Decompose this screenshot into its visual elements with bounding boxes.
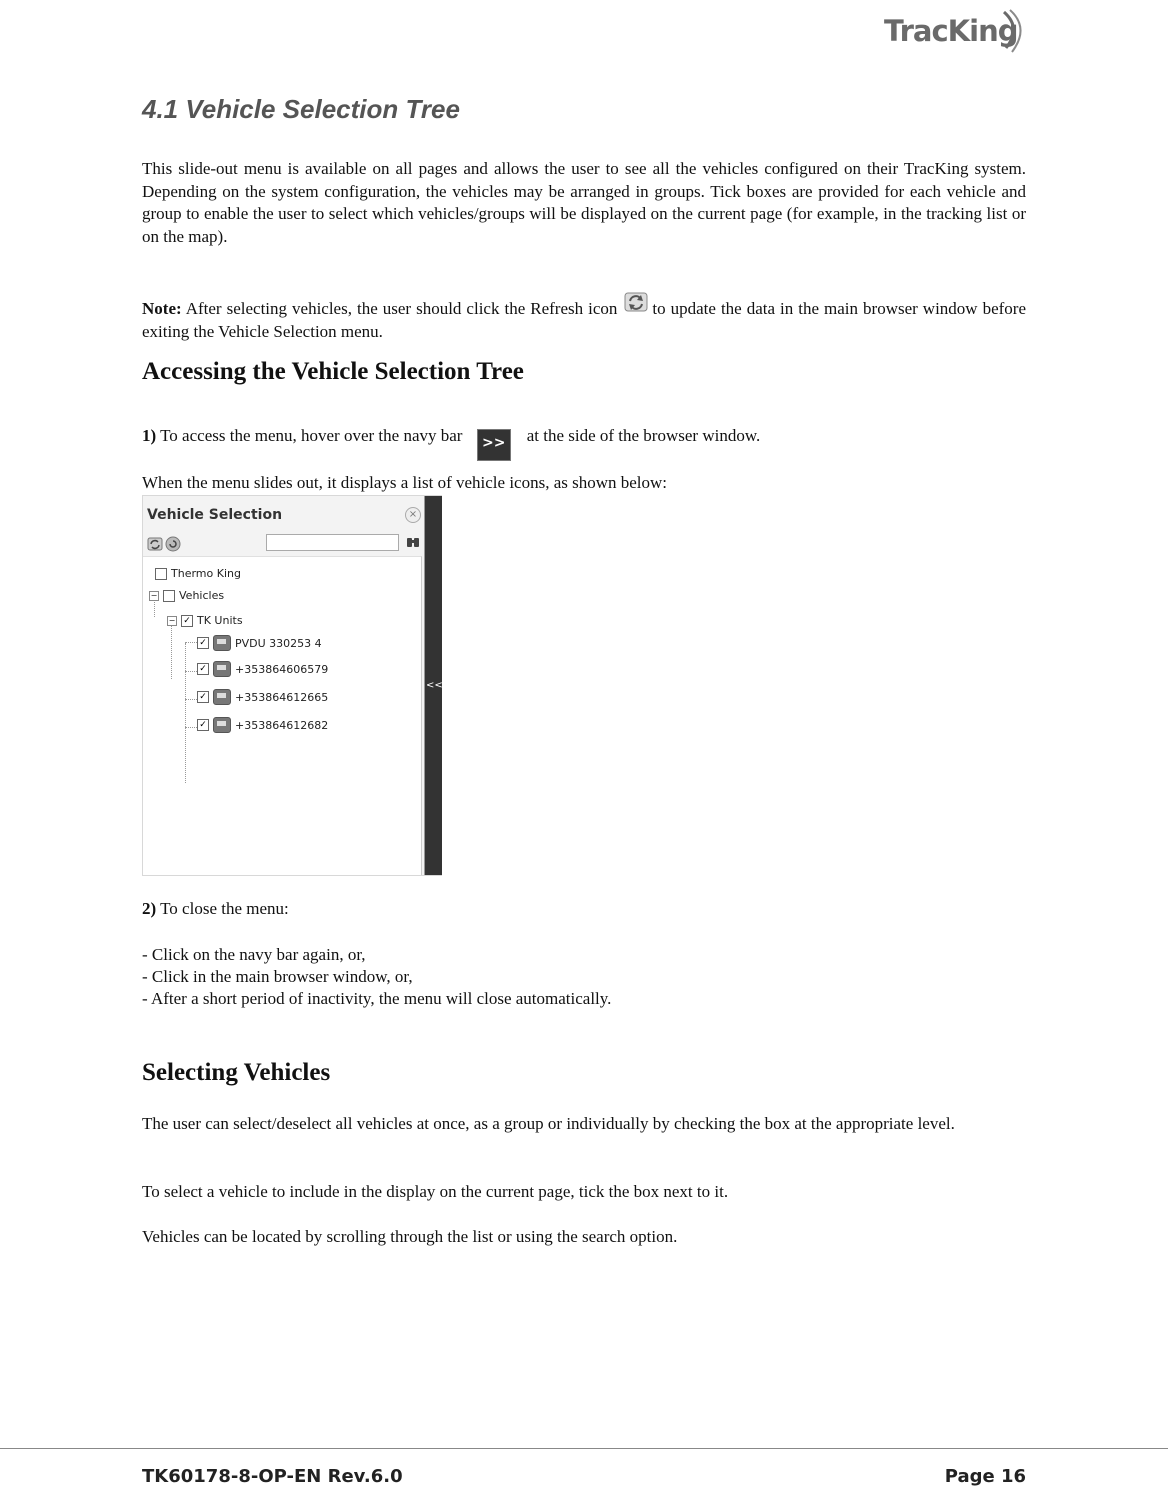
step2-text: To close the menu: <box>156 899 289 918</box>
signal-arc-icon <box>1000 8 1028 54</box>
refresh-icon[interactable] <box>147 536 163 552</box>
collapse-icon[interactable]: − <box>150 590 158 600</box>
checkbox[interactable]: ✓ <box>197 637 209 649</box>
vehicle-selection-panel <box>142 495 442 876</box>
checkbox[interactable]: ✓ <box>197 691 209 703</box>
search-option-text: Vehicles can be located by scrolling through the list or using the search option. <box>142 1227 678 1246</box>
navy-bar-icon: >> <box>477 429 511 461</box>
vehicle-row[interactable] <box>197 689 328 705</box>
vehicle-icon <box>213 661 231 677</box>
vehicle-label: +353864612665 <box>235 690 329 704</box>
vehicle-label: PVDU 330253 4 <box>235 636 322 650</box>
selecting-paragraph: The user can select/deselect all vehicles at once, as a group or individually by checking the box at the appropriate level. <box>142 1114 955 1133</box>
footer-divider <box>0 1448 1168 1449</box>
step2-line <box>142 899 289 919</box>
note-text-before: After selecting vehicles, the user should click the Refresh icon <box>181 299 623 318</box>
close-option: - Click on the navy bar again, or, <box>142 945 366 964</box>
selecting-heading: Selecting Vehicles <box>142 1059 331 1086</box>
navy-side-bar[interactable] <box>424 496 442 875</box>
vehicle-row[interactable] <box>197 661 328 677</box>
vehicle-row[interactable] <box>197 717 328 733</box>
collapse-arrows-icon: << <box>426 680 443 691</box>
close-option: - Click in the main browser window, or, <box>142 967 413 986</box>
checkbox[interactable]: ✓ <box>197 719 209 731</box>
tree-row-subgroup[interactable] <box>167 614 243 627</box>
binoculars-icon[interactable] <box>406 536 420 551</box>
note-label: Note: <box>142 299 182 318</box>
close-icon[interactable]: × <box>405 507 421 523</box>
step2-number: 2) <box>142 899 157 918</box>
logo-text: TracKing <box>884 14 1018 48</box>
tracking-logo <box>882 8 1032 54</box>
tree-row-group[interactable] <box>149 589 224 602</box>
vehicle-row[interactable] <box>197 635 322 651</box>
vehicle-selection-title: Vehicle Selection <box>147 507 283 523</box>
close-option: - After a short period of inactivity, the menu will close automatically. <box>142 989 612 1008</box>
checkbox[interactable] <box>155 568 167 580</box>
checkbox[interactable]: ✓ <box>181 615 193 627</box>
note-paragraph <box>142 290 1026 343</box>
tree-row-root[interactable] <box>155 567 241 580</box>
tree-label-subgroup: TK Units <box>197 614 243 627</box>
reset-icon[interactable] <box>165 536 181 552</box>
checkbox[interactable]: ✓ <box>197 663 209 675</box>
note-text-after: to update the data in the main browser window before exiting the Vehicle Selection menu. <box>142 299 1026 341</box>
vehicle-icon <box>213 635 231 651</box>
collapse-icon[interactable]: − <box>168 615 176 625</box>
select-vehicle-text: To select a vehicle to include in the display on the current page, tick the box next to it. <box>142 1182 729 1201</box>
intro-paragraph: This slide-out menu is available on all pages and allows the user to see all the vehicles configured on their TracKing system. Depending on the system configuration, the vehicles may be arranged in groups. Tick boxes are provided for each vehicle and group to enable the user to select which vehicles/groups will be displayed on the current page (for example, in the tracking list or on the map). <box>142 159 1026 246</box>
section-title: 4.1 Vehicle Selection Tree <box>142 94 460 124</box>
step1-line <box>142 426 760 461</box>
refresh-icon <box>624 290 650 316</box>
step1-text-after: at the side of the browser window. <box>526 426 761 445</box>
vehicle-tree-list <box>143 556 422 875</box>
vehicle-icon <box>213 717 231 733</box>
search-input[interactable] <box>266 534 399 551</box>
vehicle-label: +353864612682 <box>235 718 329 732</box>
vehicle-label: +353864606579 <box>235 662 329 676</box>
tree-label-group: Vehicles <box>179 589 225 602</box>
footer-doc-ref: TK60178-8-OP-EN Rev.6.0 <box>142 1466 403 1487</box>
slides-out-text: When the menu slides out, it displays a list of vehicle icons, as shown below: <box>142 473 668 492</box>
step1-text: To access the menu, hover over the navy bar <box>156 426 467 445</box>
footer-page-number: Page 16 <box>944 1466 1026 1487</box>
step1-number: 1) <box>142 426 157 445</box>
accessing-heading: Accessing the Vehicle Selection Tree <box>142 358 524 385</box>
vehicle-icon <box>213 689 231 705</box>
checkbox[interactable] <box>163 590 175 602</box>
tree-label-root: Thermo King <box>171 567 241 580</box>
